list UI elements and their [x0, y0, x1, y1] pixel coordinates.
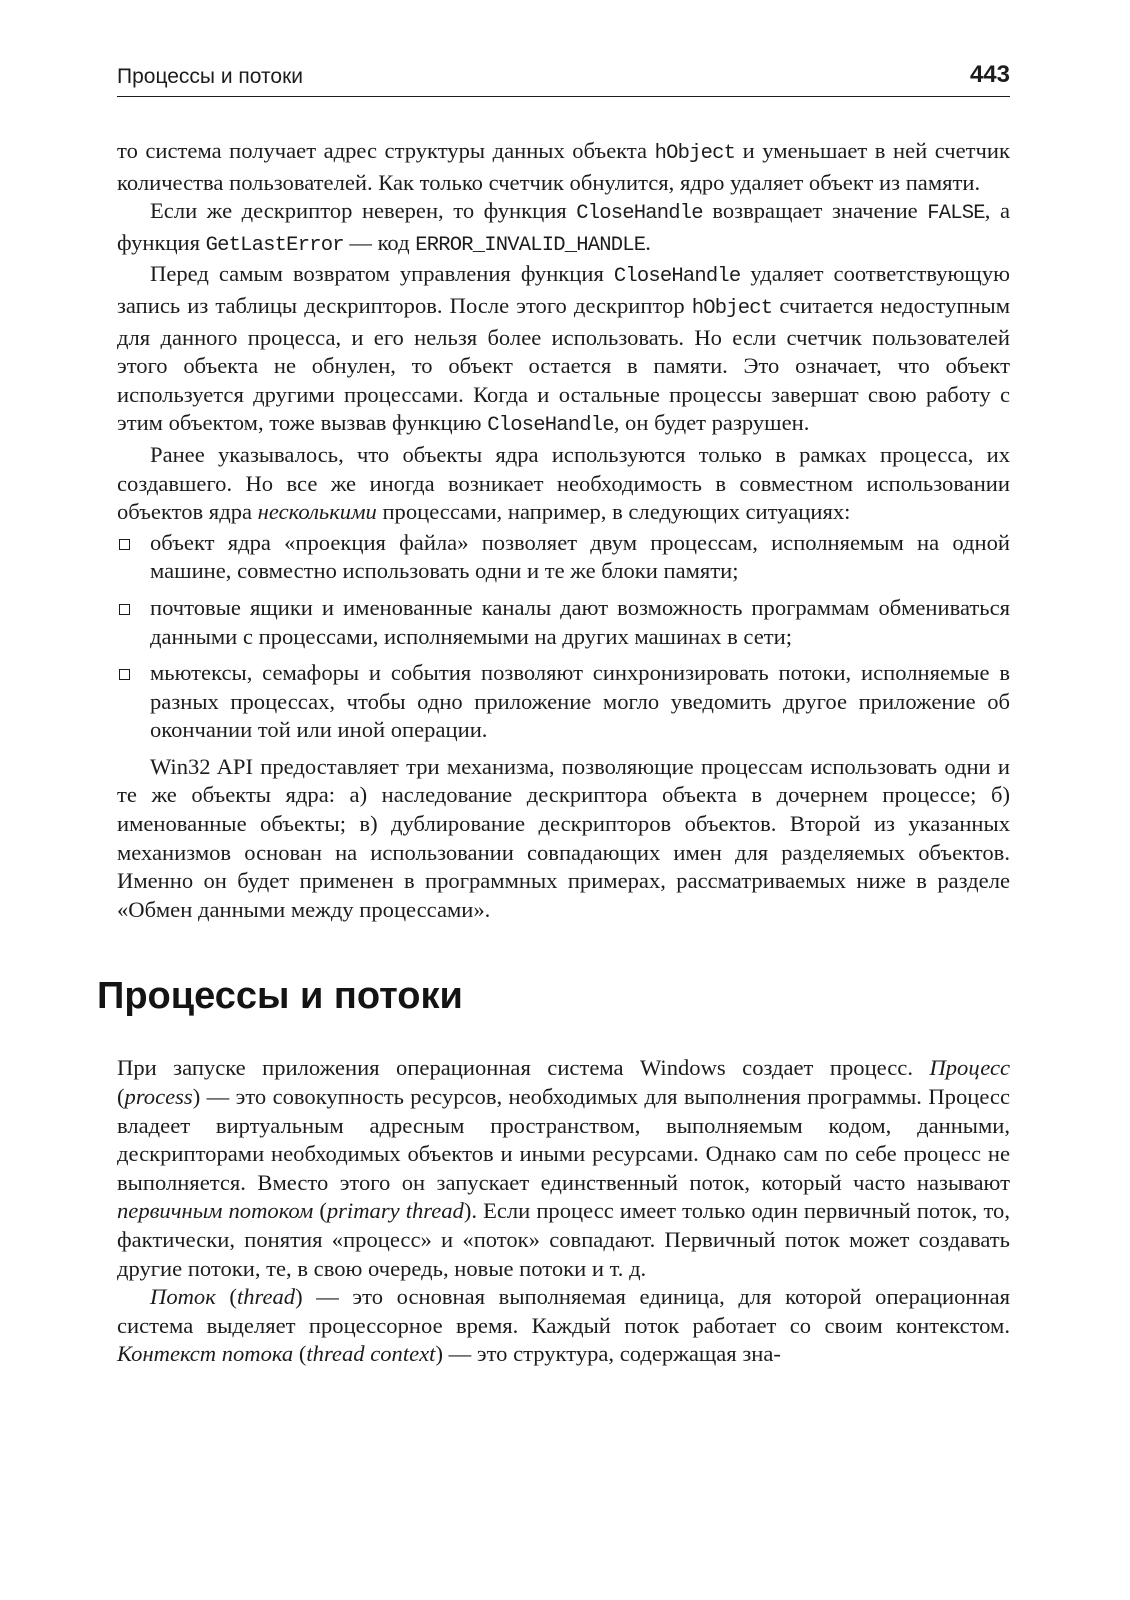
text-run: .	[645, 229, 651, 255]
text-run: ). Если процесс имеет только один первичный поток, то, фактически, понятия «процесс» и «поток» совпадают. Первичный поток может создавать другие потоки, те, в свою очередь, новые потоки и т. д.	[117, 1198, 1010, 1281]
page-body	[97, 137, 1011, 1369]
list-item-text: мьютексы, семафоры и события позволяют синхронизировать потоки, исполняемые в разных процессах, чтобы одно приложение могло уведомить другое приложение об окончании той или иной операции.	[150, 660, 1010, 743]
running-header	[117, 60, 1010, 97]
emphasis: thread	[236, 1284, 296, 1310]
code-closehandle: CloseHandle	[613, 265, 741, 289]
paragraph-2	[117, 197, 1010, 260]
text-run: Ранее указывалось, что объекты ядра используются только в рамках процесса, их создавшего. Но все же иногда возникает необходимость в совместном использовании объектов ядра	[117, 441, 1010, 525]
checkbox-bullet-icon	[119, 604, 130, 615]
text-run: удаляет соответствующую запись из таблицы дескрипторов. После этого дескриптор	[117, 261, 1011, 318]
checkbox-bullet-icon	[119, 539, 130, 550]
bullet-list	[117, 529, 1010, 745]
text-run: (	[215, 1284, 237, 1310]
text-run: ) — это основная выполняемая единица, для которой операционная система выделяет процессорное время. Каждый поток работает со своим контекстом.	[117, 1284, 1010, 1338]
text-run: (	[117, 1084, 125, 1110]
emphasis: process	[124, 1084, 193, 1110]
list-item	[117, 529, 1010, 586]
emphasis: primary thread	[326, 1198, 464, 1224]
paragraph-6	[117, 1054, 1010, 1283]
emphasis: несколькими	[257, 499, 377, 525]
code-getlasterror: GetLastError	[205, 233, 344, 257]
paragraph-1	[117, 137, 1010, 197]
text-run: , он будет разрушен.	[613, 410, 810, 436]
checkbox-bullet-icon	[119, 669, 130, 680]
paragraph-5: Win32 API предоставляет три механизма, позволяющие процессам использовать одни и те же объекты ядра: а) наследование дескриптора объекта в дочернем процессе; б) именованные объекты; в) дублирование дескрипторов объектов. Второй из указанных механизмов основан на использовании совпадающих имен для разделяемых объектов. Именно он будет применен в программных примерах, рассматриваемых ниже в разделе «Обмен данными между процессами».	[117, 753, 1010, 922]
text-run: ) — это совокупность ресурсов, необходимых для выполнения программы. Процесс владеет виртуальным адресным пространством, выполняемым кодом, данными, дескрипторами необходимых объектов и иными ресурсами. Однако сам по себе процесс не выполняется. Вместо этого он запускает единственный поток, который часто называют	[117, 1084, 1010, 1195]
paragraph-4	[117, 441, 1010, 527]
code-error-invalid-handle: ERROR_INVALID_HANDLE	[415, 233, 646, 257]
text-run: и уменьшает в ней счетчик количества пользователей. Как только счетчик обнулится, ядро удаляет объект из памяти.	[117, 138, 1010, 195]
page-number: 443	[969, 61, 1010, 88]
text-run: считается недоступным для данного процесса, и его нельзя более использовать. Но если счетчик пользователей этого объекта не обнулен, то объект остается в памяти. Это означает, что объект используется другими процессами. Когда и остальные процессы завершат свою работу с этим объектом, тоже вызвав функцию	[117, 292, 1010, 436]
emphasis: Процесс	[929, 1055, 1010, 1081]
text-run: Перед самым возвратом управления функция	[150, 261, 614, 287]
text-run: ) — это структура, содержащая зна-	[435, 1341, 781, 1367]
running-title: Процессы и потоки	[117, 65, 303, 88]
text-run: то система получает адрес структуры данных объекта	[117, 138, 655, 163]
code-false: FALSE	[927, 202, 985, 226]
text-run: Если же дескриптор неверен, то функция	[150, 198, 577, 224]
emphasis: Поток	[150, 1284, 216, 1310]
emphasis: Контекст потока	[117, 1341, 294, 1367]
emphasis: thread context	[306, 1341, 436, 1367]
text-run: — код	[343, 229, 416, 255]
text-run: , а функция	[117, 198, 1010, 255]
code-hobject: hObject	[691, 296, 773, 320]
text-run: процессами, например, в следующих ситуациях:	[376, 499, 851, 525]
text-run: возвращает значение	[702, 198, 928, 224]
code-hobject: hObject	[654, 142, 736, 165]
emphasis: первичным потоком	[117, 1198, 314, 1224]
paragraph-7	[117, 1283, 1010, 1369]
list-item	[117, 594, 1010, 651]
text-run: (	[293, 1341, 307, 1367]
section-heading: Процессы и потоки	[97, 975, 463, 1018]
text-run: При запуске приложения операционная система Windows создает процесс.	[117, 1055, 930, 1081]
code-closehandle: CloseHandle	[576, 202, 703, 226]
code-closehandle: CloseHandle	[487, 414, 614, 438]
list-item	[117, 659, 1010, 745]
paragraph-3	[117, 260, 1010, 441]
list-item-text: объект ядра «проекция файла» позволяет двум процессам, исполняемым на одной машине, совместно использовать одни и те же блоки памяти;	[150, 529, 1010, 584]
text-run: (	[313, 1198, 327, 1224]
list-item-text: почтовые ящики и именованные каналы дают возможность программам обмениваться данными с процессами, исполняемыми на других машинах в сети;	[150, 594, 1010, 649]
